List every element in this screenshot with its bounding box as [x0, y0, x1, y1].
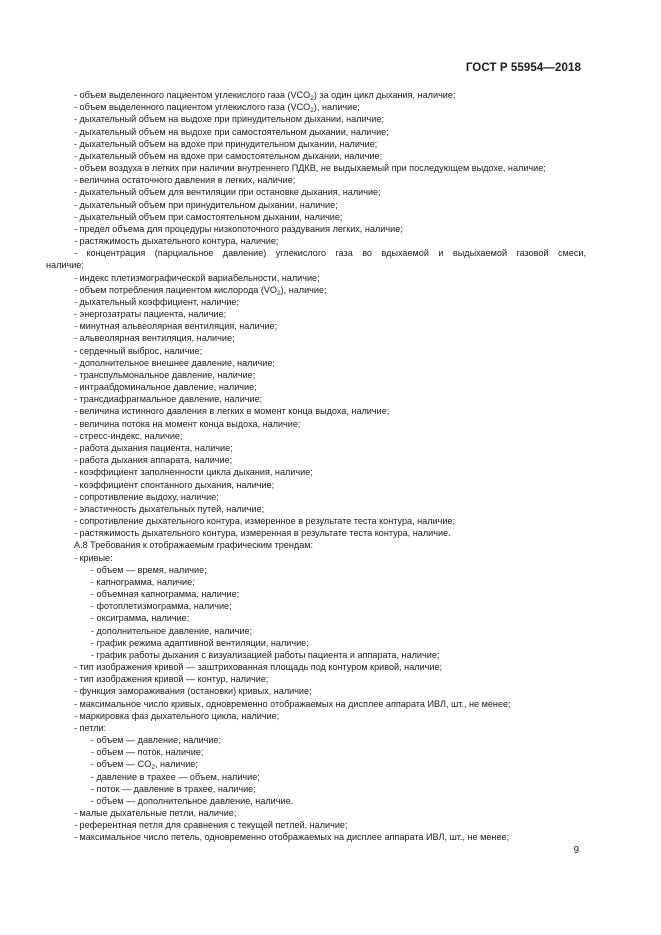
line-text: , наличие; — [154, 759, 198, 770]
list-item — [46, 174, 586, 186]
line-text: - растяжимость дыхательного контура, измеренная в результате теста контура, наличие. — [74, 528, 451, 539]
line-text: - коэффициент спонтанного дыхания, наличие; — [74, 479, 275, 490]
line-text: - объем — дополнительное давление, наличие. — [91, 795, 294, 806]
list-item — [46, 101, 586, 113]
list-item — [46, 381, 586, 393]
list-item — [46, 466, 586, 478]
line-text: - максимальное число петель, одновременно отображаемых на дисплее аппарата ИВЛ, шт., не менее; — [74, 832, 510, 843]
list-item — [46, 284, 586, 296]
line-text: - объем выделенного пациентом углекислого газа (VCO — [74, 102, 311, 113]
line-text: - референтная петля для сравнения с текущей петлей, наличие; — [74, 820, 348, 831]
list-item — [46, 442, 586, 454]
sub-list-item — [46, 771, 586, 783]
line-text: - максимальное число кривых, одновременно отображаемых на дисплее аппарата ИВЛ, шт., не менее; — [74, 698, 511, 709]
line-text: - работа дыхания аппарата, наличие; — [74, 455, 233, 466]
list-item — [46, 332, 586, 344]
list-item — [46, 831, 586, 843]
sub-list-item — [46, 564, 586, 576]
document-code-header: ГОСТ Р 55954—2018 — [465, 62, 581, 74]
list-item — [46, 223, 586, 235]
list-item — [46, 259, 586, 271]
line-text: - объем воздуха в легких при наличии внутреннего ПДКВ, не выдыхаемый при последующем выдохе, наличие; — [74, 163, 546, 174]
line-text: - дыхательный объем для вентиляции при остановке дыхания, наличие; — [74, 187, 381, 198]
list-item — [46, 661, 586, 673]
line-text: ), наличие; — [313, 102, 360, 113]
line-text: - сопротивление выдоху, наличие; — [74, 491, 219, 502]
subscript: 2 — [310, 107, 314, 115]
sub-list-item — [46, 637, 586, 649]
line-text: - интраабдоминальное давление, наличие; — [74, 382, 257, 393]
line-text: - маркировка фаз дыхательного цикла, наличие; — [74, 710, 280, 721]
list-item — [46, 710, 586, 722]
line-text: - сердечный выброс, наличие; — [74, 345, 203, 356]
line-text: - функция замораживания (остановки) кривых, наличие; — [74, 686, 312, 697]
list-item — [46, 539, 586, 551]
line-text: - объем — время, наличие; — [91, 564, 207, 575]
line-text: - индекс плетизмографической вариабельности, наличие; — [74, 272, 320, 283]
line-text: - фотоплетизмограмма, наличие; — [91, 601, 232, 612]
line-text: - график режима адаптивной вентиляции, наличие; — [91, 637, 309, 648]
sub-list-item — [46, 600, 586, 612]
list-item — [46, 235, 586, 247]
line-text: - дыхательный коэффициент, наличие; — [74, 296, 239, 307]
list-item — [46, 357, 586, 369]
line-text: - объем выделенного пациентом углекислого газа (VCO — [74, 90, 311, 100]
list-item — [46, 296, 586, 308]
line-text: - дополнительное внешнее давление, наличие; — [74, 357, 275, 368]
line-text: - поток — давление в трахее, наличие; — [91, 783, 256, 794]
sub-list-item — [46, 576, 586, 588]
sub-list-item — [46, 795, 586, 807]
sub-list-item — [46, 783, 586, 795]
line-text: - минутная альвеолярная вентиляция, наличие; — [74, 321, 278, 332]
list-item — [46, 430, 586, 442]
line-text: - транспульмональное давление, наличие; — [74, 369, 256, 380]
list-item — [46, 345, 586, 357]
list-item — [46, 722, 586, 734]
list-item — [46, 162, 586, 174]
list-item — [46, 247, 586, 259]
line-text: - объем — поток, наличие; — [91, 747, 204, 758]
line-text: - альвеолярная вентиляция, наличие; — [74, 333, 235, 344]
list-item — [46, 527, 586, 539]
list-item — [46, 393, 586, 405]
line-text: - давление в трахее — объем, наличие; — [91, 771, 260, 782]
list-item — [46, 673, 586, 685]
line-text: - тип изображения кривой — заштрихованная площадь под контуром кривой, наличие; — [74, 662, 443, 673]
line-text: - работа дыхания пациента, наличие; — [74, 442, 233, 453]
list-item — [46, 211, 586, 223]
line-text: - малые дыхательные петли, наличие; — [74, 808, 237, 819]
list-item — [46, 186, 586, 198]
list-item — [46, 418, 586, 430]
list-item — [46, 320, 586, 332]
sub-list-item — [46, 649, 586, 661]
line-text: ), наличие; — [280, 284, 327, 295]
line-text: - тип изображения кривой — контур, наличие; — [74, 674, 269, 685]
line-text: - дыхательный объем на выдохе при принудительном дыхании, наличие; — [74, 114, 384, 125]
line-text: - дыхательный объем на вдохе при принудительном дыхании, наличие; — [74, 138, 378, 149]
subscript: 2 — [151, 764, 155, 772]
list-item — [46, 199, 586, 211]
line-text: - энергозатраты пациента, наличие; — [74, 309, 227, 320]
line-text: ) за один цикл дыхания, наличие; — [313, 90, 456, 100]
document-body — [46, 89, 586, 844]
line-text: наличие; — [46, 260, 84, 271]
line-text: - дыхательный объем на выдохе при самостоятельном дыхании, наличие; — [74, 126, 389, 137]
line-text: - дыхательный объем на вдохе при самостоятельном дыхании, наличие; — [74, 150, 383, 161]
line-text: - оксиграмма, наличие; — [91, 613, 190, 624]
line-text: - трансдиафрагмальное давление, наличие; — [74, 394, 263, 405]
list-item — [46, 698, 586, 710]
page-number: 9 — [573, 845, 579, 856]
list-item — [46, 369, 586, 381]
line-text: - стресс-индекс, наличие; — [74, 430, 183, 441]
line-text: - дыхательный объем при самостоятельном дыхании, наличие; — [74, 211, 343, 222]
line-text: - растяжимость дыхательного контура, наличие; — [74, 236, 279, 247]
sub-list-item — [46, 625, 586, 637]
line-text: - величина истинного давления в легких в момент конца выдоха, наличие; — [74, 406, 390, 417]
subscript: 2 — [277, 289, 281, 297]
line-text: - кривые: — [74, 552, 113, 563]
line-text: - величина остаточного давления в легких, наличие; — [74, 175, 296, 186]
sub-list-item — [46, 758, 586, 770]
line-text: - дыхательный объем при принудительном дыхании, наличие; — [74, 199, 338, 210]
line-text: - дополнительное давление, наличие; — [91, 625, 253, 636]
list-item — [46, 126, 586, 138]
line-text: - эластичность дыхательных путей, наличие; — [74, 503, 265, 514]
list-item — [46, 308, 586, 320]
list-item — [46, 807, 586, 819]
line-text: - сопротивление дыхательного контура, измеренное в результате теста контура, наличие; — [74, 516, 456, 527]
line-text: - график работы дыхания с визуализацией работы пациента и аппарата, наличие; — [91, 649, 440, 660]
line-text: - петли: — [74, 722, 107, 733]
list-item — [46, 685, 586, 697]
line-text: - объем потребления пациентом кислорода (VO — [74, 284, 278, 295]
list-item — [46, 515, 586, 527]
line-text: - объем — CO — [91, 759, 152, 770]
line-text: - предел объема для процедуры низкопоточного раздувания легких, наличие; — [74, 223, 403, 234]
line-text: - величина потока на момент конца выдоха, наличие; — [74, 418, 301, 429]
list-item — [46, 819, 586, 831]
list-item — [46, 150, 586, 162]
list-item — [46, 138, 586, 150]
list-item — [46, 479, 586, 491]
list-item — [46, 405, 586, 417]
line-text: - объемная капнограмма, наличие; — [91, 589, 240, 600]
line-text: - концентрация (парциальное давление) углекислого газа во вдыхаемой и выдыхаемой газовой смеси, — [74, 248, 586, 259]
list-item — [46, 552, 586, 564]
list-item — [46, 454, 586, 466]
list-item — [46, 491, 586, 503]
sub-list-item — [46, 588, 586, 600]
subscript: 2 — [310, 95, 314, 102]
list-item — [46, 113, 586, 125]
list-item — [46, 272, 586, 284]
list-item — [46, 89, 586, 101]
sub-list-item — [46, 746, 586, 758]
sub-list-item — [46, 734, 586, 746]
list-item — [46, 503, 586, 515]
line-text: - капнограмма, наличие; — [91, 576, 195, 587]
sub-list-item — [46, 612, 586, 624]
line-text: - коэффициент заполненности цикла дыхания, наличие; — [74, 467, 313, 478]
line-text: А.8 Требования к отображаемым графическим трендам: — [74, 540, 314, 551]
line-text: - объем — давление, наличие; — [91, 735, 222, 746]
